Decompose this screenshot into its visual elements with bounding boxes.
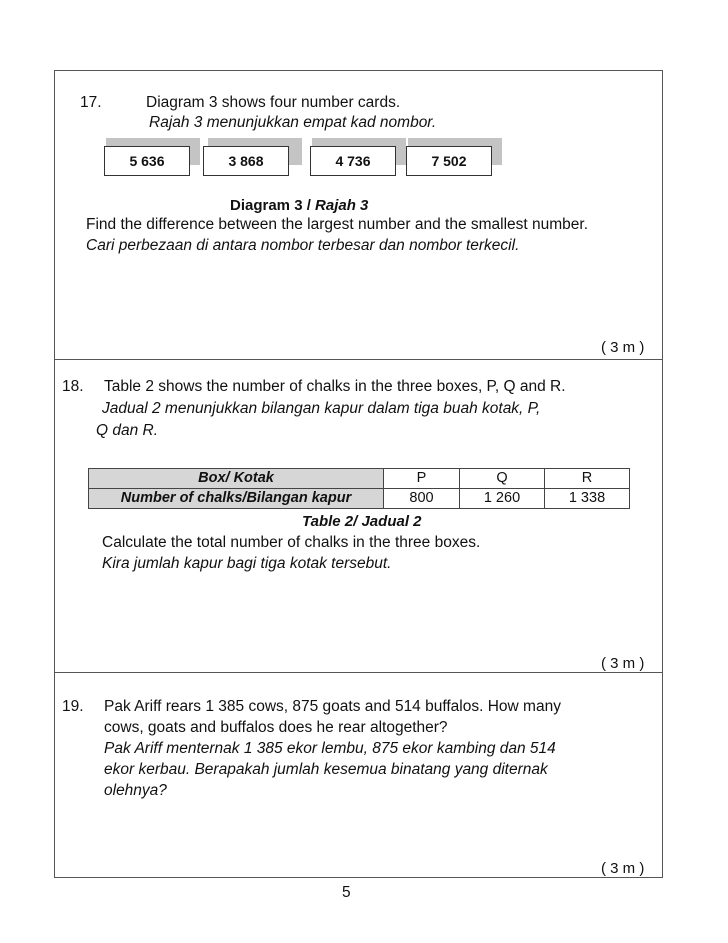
q19-en-2: cows, goats and buffalos does he rear altogether? [104,719,448,736]
q17-intro-ms: Rajah 3 menunjukkan empat kad nombor. [149,114,437,131]
q18-number: 18. [62,378,84,395]
q19-ms-1: Pak Ariff menternak 1 385 ekor lembu, 875 ekor kambing dan 514 [104,740,556,757]
table-cell: 1 260 [460,489,545,509]
table-header-cell: R [545,469,630,489]
q17-intro-en: Diagram 3 shows four number cards. [146,94,401,111]
table-cell: 1 338 [545,489,630,509]
q19-ms-3: olehnya? [104,782,167,799]
chalks-table [88,468,630,509]
q17-marks: ( 3 m ) [601,339,645,356]
q19-marks: ( 3 m ) [601,860,645,877]
q19-en-1: Pak Ariff rears 1 385 cows, 875 goats and 514 buffalos. How many [104,698,561,715]
q17-task-en: Find the difference between the largest number and the smallest number. [86,216,589,233]
q18-task-ms: Kira jumlah kapur bagi tiga kotak tersebut. [102,555,392,572]
q19-number: 19. [62,698,84,715]
q18-intro-ms-1: Jadual 2 menunjukkan bilangan kapur dalam tiga buah kotak, P, [102,400,541,417]
divider-q18-q19 [54,672,663,673]
table-header-cell: Q [460,469,545,489]
q18-marks: ( 3 m ) [601,655,645,672]
table-cell: Number of chalks/Bilangan kapur [89,489,384,509]
divider-q17-q18 [54,359,663,360]
q19-ms-2: ekor kerbau. Berapakah jumlah kesemua binatang yang diternak [104,761,548,778]
number-card-1: 5 636 [104,146,190,176]
table-header-row [89,469,630,489]
table-caption: Table 2/ Jadual 2 [302,513,422,530]
q17-task-ms: Cari perbezaan di antara nombor terbesar dan nombor terkecil. [86,237,520,254]
number-card-3: 4 736 [310,146,396,176]
page-number: 5 [342,884,351,901]
diagram-caption: Diagram 3 / Rajah 3 [230,197,369,214]
number-card-2: 3 868 [203,146,289,176]
number-card-4: 7 502 [406,146,492,176]
table-header-cell: Box/ Kotak [89,469,384,489]
table-cell: 800 [384,489,460,509]
q18-task-en: Calculate the total number of chalks in the three boxes. [102,534,481,551]
q17-number: 17. [80,94,102,111]
q18-intro-ms-2: Q dan R. [96,422,159,439]
table-header-cell: P [384,469,460,489]
table-row [89,489,630,509]
q18-intro-en: Table 2 shows the number of chalks in the three boxes, P, Q and R. [104,378,566,395]
